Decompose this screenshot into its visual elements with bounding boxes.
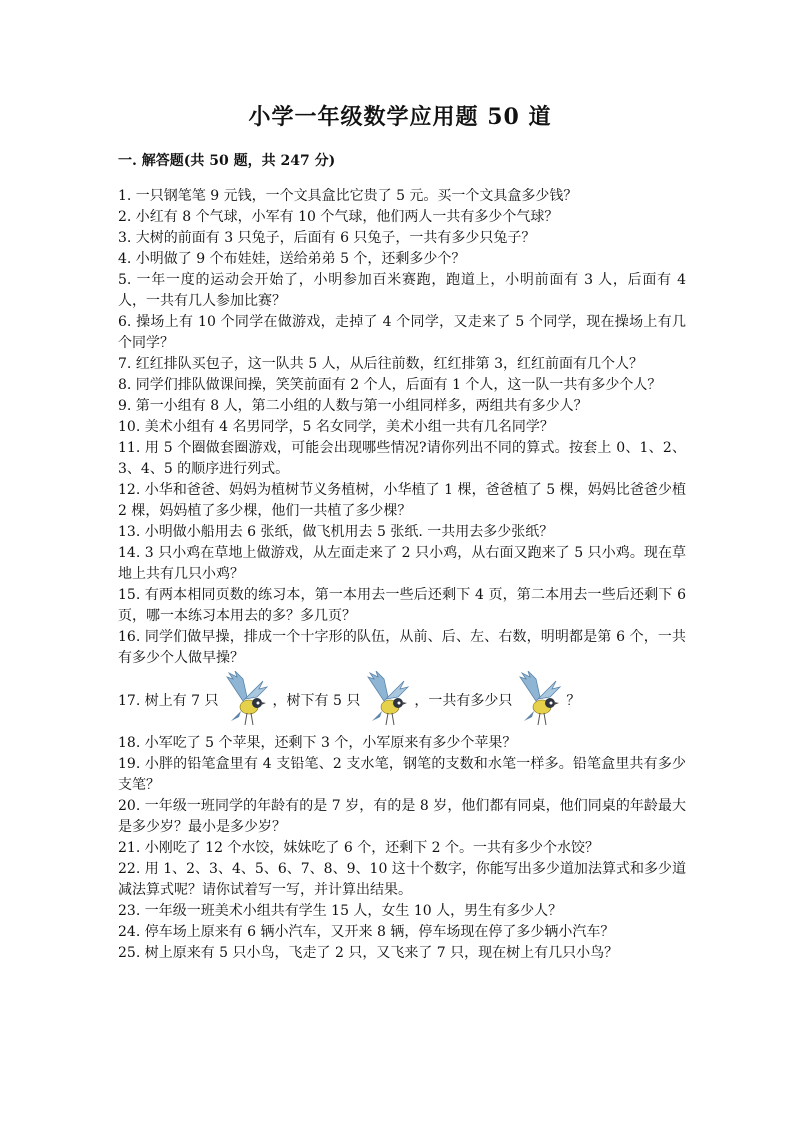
bird-icon [223, 671, 269, 731]
question-item: 21. 小刚吃了 12 个水饺，妹妹吃了 6 个，还剩下 2 个。一共有多少个水饺？ [118, 840, 600, 856]
q17-text-2: ，树下有 5 只 [272, 692, 361, 709]
question-item: 7. 红红排队买包子，这一队共 5 人，从后往前数，红红排第 3，红红前面有几个人？ [118, 356, 643, 372]
question-item: 5. 一年一度的运动会开始了，小明参加百米赛跑，跑道上，小明前面有 3 人，后面有 4 人，一共有几人参加比赛？ [118, 272, 686, 309]
section-heading: 一. 解答题(共 50 题，共 247 分) [118, 153, 336, 169]
question-item: 16. 同学们做早操，排成一个十字形的队伍，从前、后、左、右数，明明都是第 6 个，一共有多少个人做早操？ [118, 629, 686, 666]
question-item: 8. 同学们排队做课间操，笑笑前面有 2 个人，后面有 1 个人，这一队一共有多少个人？ [118, 377, 662, 393]
q17-text-4: ？ [566, 692, 581, 709]
question-item: 12. 小华和爸爸、妈妈为植树节义务植树，小华植了 1 棵，爸爸植了 5 棵，妈妈比爸爸少植 2 棵，妈妈植了多少棵，他们一共植了多少棵？ [118, 482, 686, 519]
q17-text-1: 17. 树上有 7 只 [118, 692, 219, 709]
question-item: 23. 一年级一班美术小组共有学生 15 人，女生 10 人，男生有多少人？ [118, 903, 563, 919]
question-item: 24. 停车场上原来有 6 辆小汽车，又开来 8 辆，停车场现在停了多少辆小汽车？ [118, 924, 615, 940]
question-item: 1. 一只钢笔笔 9 元钱，一个文具盒比它贵了 5 元。买一个文具盒多少钱？ [118, 188, 578, 204]
question-item: 18. 小军吃了 5 个苹果，还剩下 3 个，小军原来有多少个苹果？ [118, 735, 517, 751]
bird-icon [516, 671, 562, 731]
question-item: 22. 用 1、2、3、4、5、6、7、8、9、10 这十个数字，你能写出多少道加法算式和多少道减法算式呢？请你试着写一写，并计算出结果。 [118, 861, 686, 898]
question-item: 4. 小明做了 9 个布娃娃，送给弟弟 5 个，还剩多少个？ [118, 251, 466, 267]
question-item: 2. 小红有 8 个气球，小军有 10 个气球，他们两人一共有多少个气球？ [118, 209, 559, 225]
question-item: 25. 树上原来有 5 只小鸟，飞走了 2 只，又飞来了 7 只，现在树上有几只小鸟？ [118, 945, 619, 961]
q17-text-3: ，一共有多少只 [414, 692, 513, 709]
question-item: 10. 美术小组有 4 名男同学，5 名女同学，美术小组一共有几名同学？ [118, 419, 554, 435]
question-item: 14. 3 只小鸡在草地上做游戏，从左面走来了 2 只小鸡，从右面又跑来了 5 只小鸡。现在草地上共有几只小鸡？ [118, 545, 686, 582]
question-item: 3. 大树的前面有 3 只兔子，后面有 6 只兔子，一共有多少只兔子？ [118, 230, 536, 246]
question-item: 13. 小明做小船用去 6 张纸，做飞机用去 5 张纸. 一共用去多少张纸？ [118, 524, 554, 540]
question-item: 15. 有两本相同页数的练习本，第一本用去一些后还剩下 4 页，第二本用去一些后还剩下 6 页，哪一本练习本用去的多？多几页？ [118, 587, 686, 624]
question-item: 11. 用 5 个圈做套圈游戏，可能会出现哪些情况?请你列出不同的算式。按套上 0、1、2、3、4、5 的顺序进行列式。 [118, 440, 686, 477]
question-item: 19. 小胖的铅笔盒里有 4 支铅笔、2 支水笔，钢笔的支数和水笔一样多。铅笔盒里共有多少支笔？ [118, 756, 686, 793]
question-item: 20. 一年级一班同学的年龄有的是 7 岁，有的是 8 岁，他们都有同桌，他们同桌的年龄最大是多少岁？最小是多少岁？ [118, 798, 686, 835]
bird-icon [364, 671, 410, 731]
question-item: 9. 第一小组有 8 人，第二小组的人数与第一小组同样多，两组共有多少人？ [118, 398, 588, 414]
page-title: 小学一年级数学应用题 50 道 [248, 104, 552, 130]
question-list [118, 186, 686, 964]
question-item: 6. 操场上有 10 个同学在做游戏，走掉了 4 个同学，又走来了 5 个同学，现在操场上有几个同学？ [118, 314, 686, 351]
question-item-17 [118, 671, 686, 731]
